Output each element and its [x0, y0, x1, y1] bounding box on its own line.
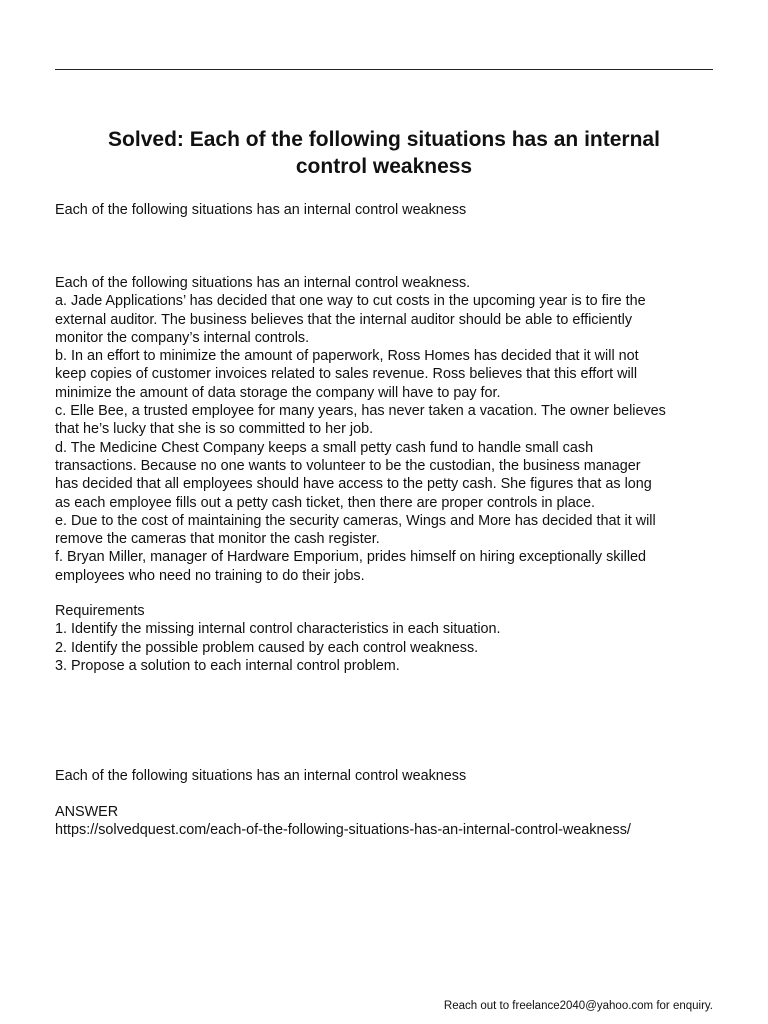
requirement-item: 2. Identify the possible problem caused by each control weakness.: [55, 639, 479, 656]
requirements-section: [55, 602, 725, 675]
requirements-heading: Requirements: [55, 603, 145, 619]
body-line: minimize the amount of data storage the company will have to pay for.: [55, 384, 501, 401]
header-rule: [55, 69, 713, 70]
body-line: f. Bryan Miller, manager of Hardware Emporium, prides himself on hiring exceptionally skilled: [55, 549, 647, 566]
body-text: [55, 274, 725, 585]
body-line: transactions. Because no one wants to volunteer to be the custodian, the business manager: [55, 457, 641, 474]
subtitle: Each of the following situations has an internal control weakness: [55, 202, 467, 218]
body-line: monitor the company’s internal controls.: [55, 329, 310, 346]
body-line: e. Due to the cost of maintaining the security cameras, Wings and More has decided that it will: [55, 512, 656, 529]
title-line-2: control weakness: [295, 155, 473, 178]
body-line: keep copies of customer invoices related to sales revenue. Ross believes that this effort will: [55, 366, 638, 383]
body-line: a. Jade Applications’ has decided that one way to cut costs in the upcoming year is to fire the: [55, 293, 646, 310]
body-line: remove the cameras that monitor the cash register.: [55, 531, 380, 548]
repeat-line: Each of the following situations has an internal control weakness: [55, 768, 467, 784]
body-line: employees who need no training to do their jobs.: [55, 567, 365, 584]
body-line: has decided that all employees should have access to the petty cash. She figures that as long: [55, 476, 652, 493]
body-line: external auditor. The business believes that the internal auditor should be able to efficiently: [55, 311, 633, 328]
answer-section: [55, 803, 725, 840]
body-line: d. The Medicine Chest Company keeps a small petty cash fund to handle small cash: [55, 439, 594, 456]
body-line: Each of the following situations has an internal control weakness.: [55, 275, 471, 291]
body-line: as each employee fills out a petty cash ticket, then there are proper controls in place.: [55, 494, 595, 511]
body-line: c. Elle Bee, a trusted employee for many years, has never taken a vacation. The owner believes: [55, 403, 666, 420]
footer-contact: Reach out to freelance2040@yahoo.com for enquiry.: [443, 1000, 713, 1012]
requirement-item: 1. Identify the missing internal control characteristics in each situation.: [55, 621, 501, 638]
body-line: b. In an effort to minimize the amount of paperwork, Ross Homes has decided that it will not: [55, 348, 639, 365]
page-title: [55, 126, 713, 180]
answer-label: ANSWER: [55, 804, 119, 820]
title-line-1: Solved: Each of the following situations has an internal: [108, 128, 660, 151]
answer-link[interactable]: https://solvedquest.com/each-of-the-following-situations-has-an-internal-control-weakness/: [55, 822, 631, 839]
body-line: that he’s lucky that she is so committed to her job.: [55, 421, 374, 438]
requirement-item: 3. Propose a solution to each internal control problem.: [55, 657, 400, 674]
